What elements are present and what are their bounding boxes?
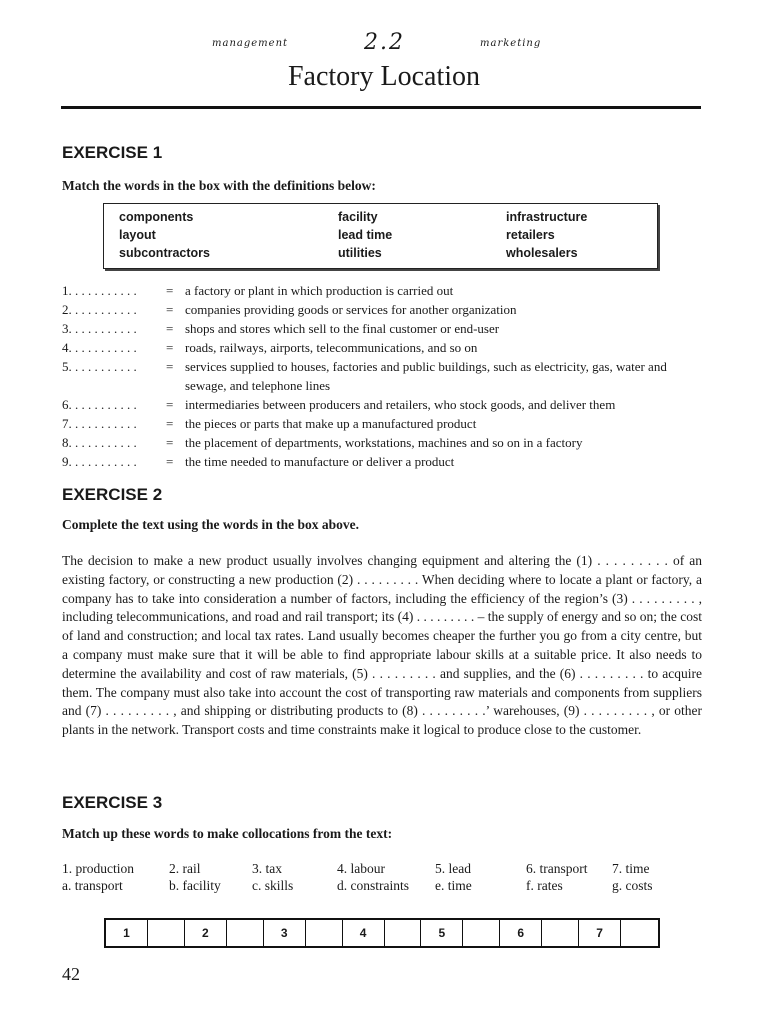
- word-box-item: components: [119, 210, 194, 224]
- exercise-3-heading: EXERCISE 3: [62, 793, 163, 812]
- answer-cell[interactable]: [306, 920, 343, 946]
- collocation-word: 3. tax: [252, 861, 282, 876]
- gap-fill-paragraph: [62, 552, 702, 740]
- definition-text: the pieces or parts that make up a manufactured product: [185, 416, 477, 431]
- running-header-right: marketing: [480, 38, 542, 49]
- collocation-word: a. transport: [62, 878, 123, 893]
- exercise-1-instruction: Match the words in the box with the definitions below:: [62, 178, 376, 193]
- equals-sign: =: [166, 435, 174, 450]
- collocation-word: g. costs: [612, 878, 653, 893]
- definition-text: the time needed to manufacture or deliver a product: [185, 454, 455, 469]
- definition-text: a factory or plant in which production is carried out: [185, 283, 454, 298]
- answer-grid-number: 3: [264, 920, 306, 946]
- word-box-item: subcontractors: [119, 246, 210, 260]
- answer-cell[interactable]: [148, 920, 185, 946]
- equals-sign: =: [166, 359, 174, 374]
- word-box-item: layout: [119, 228, 156, 242]
- definition-number: 6. . . . . . . . . . .: [62, 397, 137, 412]
- exercise-2-instruction: Complete the text using the words in the box above.: [62, 517, 359, 532]
- unit-number: 2.2: [364, 30, 405, 55]
- definition-number: 8. . . . . . . . . . .: [62, 435, 137, 450]
- definition-text: roads, railways, airports, telecommunications, and so on: [185, 340, 478, 355]
- definition-number: 5. . . . . . . . . . .: [62, 359, 137, 374]
- equals-sign: =: [166, 340, 174, 355]
- exercise-3-instruction: Match up these words to make collocations from the text:: [62, 826, 393, 841]
- word-box-item: wholesalers: [506, 246, 578, 260]
- collocation-word: 6. transport: [526, 861, 588, 876]
- answer-grid-number: 5: [421, 920, 463, 946]
- title-rule: [61, 106, 701, 109]
- equals-sign: =: [166, 397, 174, 412]
- exercise-2-heading: EXERCISE 2: [62, 485, 163, 504]
- definition-text: companies providing goods or services for another organization: [185, 302, 517, 317]
- page-number: 42: [62, 964, 80, 984]
- answer-grid-number: 2: [185, 920, 227, 946]
- collocation-word: d. constraints: [337, 878, 409, 893]
- definition-number: 3. . . . . . . . . . .: [62, 321, 137, 336]
- answer-grid-number: 6: [500, 920, 542, 946]
- word-box-item: facility: [338, 210, 378, 224]
- collocation-word: 7. time: [612, 861, 650, 876]
- equals-sign: =: [166, 454, 174, 469]
- answer-grid-number: 1: [106, 920, 148, 946]
- collocation-word: 5. lead: [435, 861, 471, 876]
- definition-text: the placement of departments, workstations, machines and so on in a factory: [185, 435, 583, 450]
- collocation-word: c. skills: [252, 878, 294, 893]
- page-title: Factory Location: [287, 61, 481, 92]
- collocation-word: 4. labour: [337, 861, 385, 876]
- answer-grid: [104, 918, 660, 948]
- equals-sign: =: [166, 416, 174, 431]
- word-box-item: lead time: [338, 228, 393, 242]
- definition-number: 1. . . . . . . . . . .: [62, 283, 137, 298]
- collocation-word: e. time: [435, 878, 472, 893]
- word-box: [103, 203, 658, 269]
- exercise-1-heading: EXERCISE 1: [62, 143, 163, 162]
- answer-cell[interactable]: [542, 920, 579, 946]
- definition-number: 2. . . . . . . . . . .: [62, 302, 137, 317]
- answer-cell[interactable]: [227, 920, 264, 946]
- collocation-word: b. facility: [169, 878, 221, 893]
- answer-grid-number: 7: [579, 920, 621, 946]
- answer-cell[interactable]: [463, 920, 500, 946]
- word-box-item: utilities: [338, 246, 382, 260]
- collocation-word: 2. rail: [169, 861, 201, 876]
- equals-sign: =: [166, 283, 174, 298]
- definition-number: 7. . . . . . . . . . .: [62, 416, 137, 431]
- equals-sign: =: [166, 321, 174, 336]
- definition-number: 4. . . . . . . . . . .: [62, 340, 137, 355]
- answer-grid-number: 4: [343, 920, 385, 946]
- word-box-item: infrastructure: [506, 210, 588, 224]
- equals-sign: =: [166, 302, 174, 317]
- gap-fill-text: The decision to make a new product usually involves changing equipment and altering the (1) . . . . . . . . . of an existing factory, or constructing a new production (2) . . . . . . . . . When deciding where to locate a plant or factory, a company has to take into consideration a number of factors, including the efficiency of the region’s (3) . . . . . . . . . , including telecommunications, and road and rail transport; its (4) . . . . . . . . . – the supply of energy and so on; the cost of land and construction; and local tax rates. Land usually becomes cheaper the further you go from a city centre, but a company must make sure that it will be able to find appropriate labour skills at a suitable price. It also needs to determine the availability and cost of raw materials, (5) . . . . . . . . . and supplies, and the (6) . . . . . . . . . to acquire them. The company must also take into account the cost of transporting raw materials and components from suppliers and (7) . . . . . . . . . , and shipping or distributing products to (8) . . . . . . . . .’ warehouses, (9) . . . . . . . . . , or other plants in the network. Transport costs and time constraints make it logical to produce close to the customer.: [62, 553, 702, 738]
- word-box-item: retailers: [506, 228, 555, 242]
- definition-text: intermediaries between producers and retailers, who stock goods, and deliver them: [185, 397, 616, 412]
- definition-text: services supplied to houses, factories and public buildings, such as electricity, gas, water and sewage, and telephone lines: [185, 359, 667, 393]
- definition-number: 9. . . . . . . . . . .: [62, 454, 137, 469]
- answer-cell[interactable]: [621, 920, 658, 946]
- running-header-left: management: [212, 38, 289, 49]
- collocation-word: 1. production: [62, 861, 134, 876]
- definition-text: shops and stores which sell to the final customer or end-user: [185, 321, 500, 336]
- answer-cell[interactable]: [385, 920, 422, 946]
- collocation-word: f. rates: [526, 878, 563, 893]
